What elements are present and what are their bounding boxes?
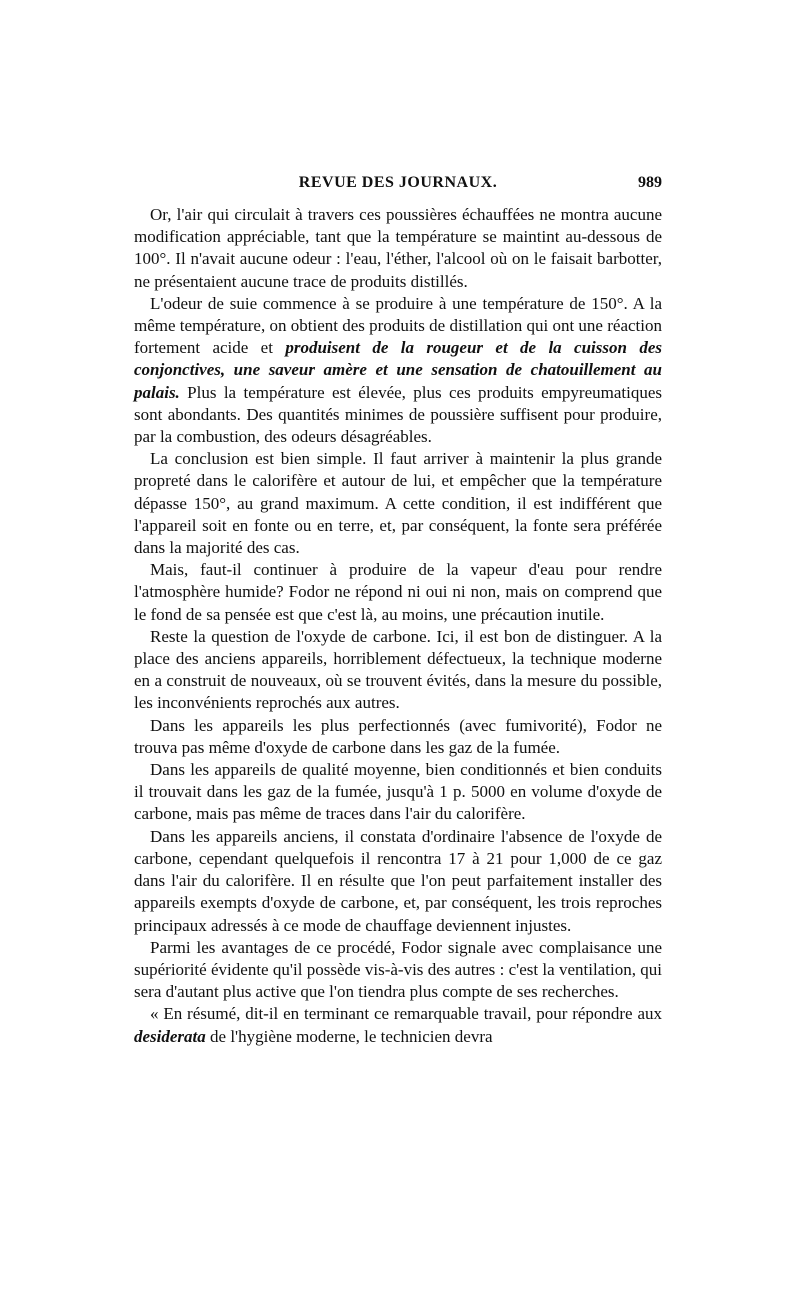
text-run: de l'hygiène moderne, le technicien devra: [205, 1026, 493, 1046]
paragraph: [134, 715, 662, 759]
text-run: La conclusion est bien simple. Il faut arriver à maintenir la plus grande propreté dans le calorifère et autour de lui, et empêcher que la température dépasse 150°, au grand maximum. A cette condition, il est indifférent que l'appareil soit en fonte ou en terre, et, par conséquent, la fonte sera préférée dans la majorité des cas.: [134, 449, 662, 558]
page-number: 989: [638, 174, 662, 191]
paragraph: [134, 937, 662, 1004]
italic-text-run: produisent de la rougeur et de la cuisson des conjonctives, une saveur amère et une sensation de chatouillement au palais.: [134, 338, 662, 402]
body-text: [134, 204, 662, 1048]
italic-text-run: desiderata: [134, 1026, 206, 1046]
paragraph: [134, 626, 662, 715]
text-run: L'odeur de suie commence à se produire à une température de 150°. A la même température, on obtient des produits de distillation qui ont une réaction fortement acide et: [134, 293, 662, 358]
paragraph: [134, 759, 662, 826]
text-run: Reste la question de l'oxyde de carbone. Ici, il est bon de distinguer. A la place des anciens appareils, horriblement défectueux, la technique moderne en a construit de nouveaux, où se trouvent évités, dans la mesure du possible, les inconvénients reprochés aux autres.: [134, 626, 662, 713]
paragraph: [134, 1003, 662, 1047]
paragraph: [134, 293, 662, 448]
text-run: Or, l'air qui circulait à travers ces poussières échauffées ne montra aucune modification appréciable, tant que la température se maintint au-dessous de 100°. Il n'avait aucune odeur : l'eau, l'éther, l'alcool où on le faisait barbotter, ne présentaient aucune trace de produits distillés.: [134, 205, 662, 291]
paragraph: [134, 826, 662, 937]
paragraph: [134, 448, 662, 559]
paragraph: [134, 559, 662, 626]
page-header: [134, 172, 662, 196]
text-run: Mais, faut-il continuer à produire de la vapeur d'eau pour rendre l'atmosphère humide? Fodor ne répond ni oui ni non, mais on comprend que le fond de sa pensée est que c'est là, au moins, une précaution inutile.: [134, 560, 662, 624]
paragraph: [134, 204, 662, 293]
text-run: « En résumé, dit-il en terminant ce remarquable travail, pour répondre aux: [150, 1004, 662, 1024]
text-run: Parmi les avantages de ce procédé, Fodor signale avec complaisance une supériorité évidente qu'il possède vis-à-vis des autres : c'est la ventilation, qui sera d'autant plus active que l'on tiendra plus compte de ses recherches.: [134, 937, 662, 1002]
text-run: Dans les appareils anciens, il constata d'ordinaire l'absence de l'oxyde de carbone, cependant quelquefois il rencontra 17 à 21 pour 1,000 de ce gaz dans l'air du calorifère. Il en résulte que l'on peut parfaitement installer des appareils exempts d'oxyde de carbone, et, par conséquent, les trois reproches principaux adressés à ce mode de chauffage deviennent injustes.: [134, 826, 662, 935]
running-title: REVUE DES JOURNAUX.: [298, 174, 498, 191]
text-run: Plus la température est élevée, plus ces produits empyreumatiques sont abondants. Des quantités minimes de poussière suffisent pour produire, par la combustion, des odeurs désagréables.: [134, 382, 662, 447]
text-run: Dans les appareils de qualité moyenne, bien conditionnés et bien conduits il trouvait dans les gaz de la fumée, jusqu'à 1 p. 5000 en volume d'oxyde de carbone, mais pas même de traces dans l'air du calorifère.: [134, 760, 662, 824]
text-run: Dans les appareils les plus perfectionnés (avec fumivorité), Fodor ne trouva pas même d'oxyde de carbone dans les gaz de la fumée.: [134, 715, 662, 757]
